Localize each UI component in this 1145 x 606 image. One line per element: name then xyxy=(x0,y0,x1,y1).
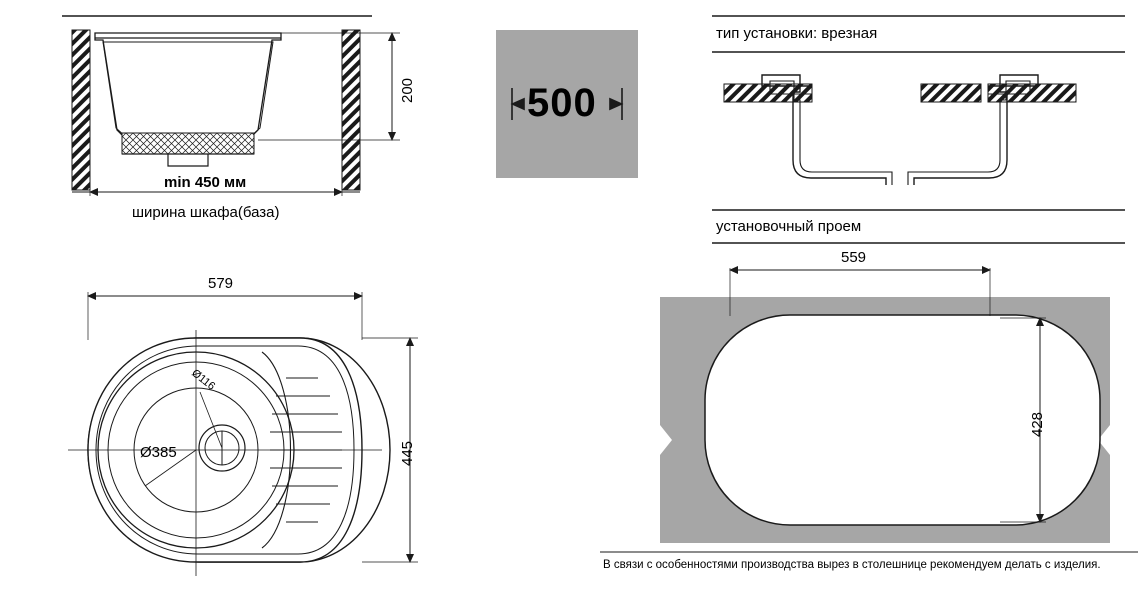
footer-note: В связи с особенностями производства вырез в столешнице рекомендуем делать с изделия. xyxy=(603,559,1101,571)
dimension-drain-diameter-116: Ø116 xyxy=(189,367,218,393)
heading-install-type: тип установки: врезная xyxy=(716,25,878,42)
caption-cabinet-width: ширина шкафа(база) xyxy=(132,204,280,221)
dimension-cutout-width-559: 559 xyxy=(841,249,867,266)
heading-cutout: установочный проем xyxy=(716,218,862,235)
dimension-plan-height-445: 445 xyxy=(399,440,416,466)
dimension-depth-500: 500 xyxy=(527,81,597,125)
dimension-plan-width-579: 579 xyxy=(208,275,234,292)
dimension-cutout-height-428: 428 xyxy=(1029,411,1046,437)
dimension-height-200: 200 xyxy=(399,77,416,103)
dimension-min-cabinet-width: min 450 мм xyxy=(164,174,247,191)
dimension-bowl-diameter-385: Ø385 xyxy=(140,444,177,461)
